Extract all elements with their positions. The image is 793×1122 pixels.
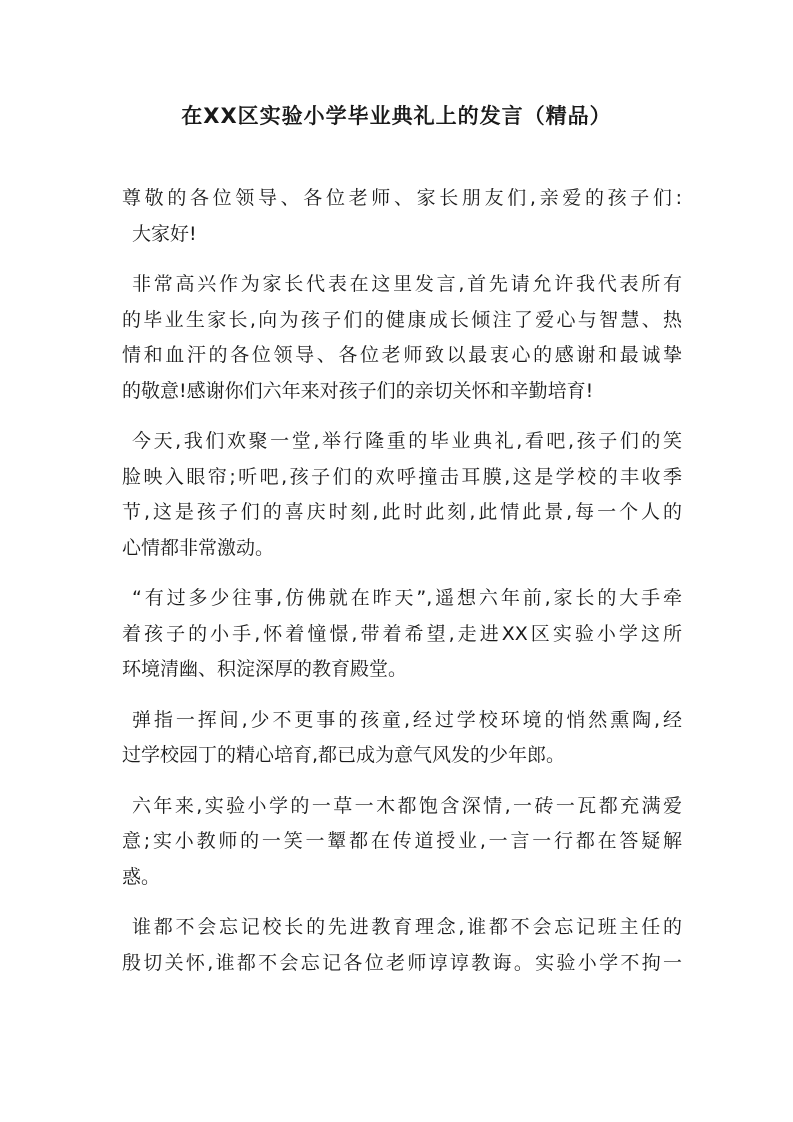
text-line: 着孩子的小手,怀着憧憬,带着希望,走进XX区实验小学这所: [122, 622, 682, 645]
text-line: 过学校园丁的精心培育,都已成为意气风发的少年郎。: [122, 744, 566, 766]
document-body: [122, 181, 682, 996]
text-line: 惑。: [122, 865, 161, 888]
paragraph: [122, 910, 682, 981]
text-line: 今天,我们欢聚一堂,举行隆重的毕业典礼,看吧,孩子们的笑: [132, 430, 682, 452]
text-line: 弹指一挥间,少不更事的孩童,经过学校环境的悄然熏陶,经: [132, 708, 682, 731]
document-title: 在XX区实验小学毕业典礼上的发言（精品）: [181, 104, 612, 128]
text-line: 的敬意!感谢你们六年来对孩子们的亲切关怀和辛勤培育!: [122, 379, 594, 402]
paragraph: [122, 581, 682, 688]
text-line: “有过多少往事,仿佛就在昨天”,遥想六年前,家长的大手牵: [132, 587, 682, 609]
paragraph: [122, 703, 682, 774]
text-line: 意;实小教师的一笑一颦都在传道授业,一言一行都在答疑解: [122, 830, 682, 852]
text-line: 非常高兴作为家长代表在这里发言,首先请允许我代表所有: [132, 273, 682, 295]
text-line: 六年来,实验小学的一草一木都饱含深情,一砖一瓦都充满爱: [132, 794, 682, 817]
text-line: 心情都非常激动。: [122, 536, 275, 559]
text-line: 节,这是孩子们的喜庆时刻,此时此刻,此情此景,每一个人的: [122, 501, 682, 523]
paragraph: [122, 181, 682, 252]
paragraph: [122, 424, 682, 566]
text-line: 脸映入眼帘;听吧,孩子们的欢呼撞击耳膜,这是学校的丰收季: [122, 465, 682, 488]
paragraph: [122, 267, 682, 409]
paragraph: [122, 789, 682, 896]
text-line: 情和血汗的各位领导、各位老师致以最衷心的感谢和最诚挚: [122, 344, 682, 366]
text-line: 尊敬的各位领导、各位老师、家长朋友们,亲爱的孩子们:: [122, 187, 682, 209]
text-line: 的毕业生家长,向为孩子们的健康成长倾注了爱心与智慧、热: [122, 308, 682, 331]
text-line: 大家好!: [132, 222, 197, 245]
text-line: 谁都不会忘记校长的先进教育理念,谁都不会忘记班主任的: [132, 916, 682, 938]
text-line: 殷切关怀,谁都不会忘记各位老师谆谆教诲。实验小学不拘一: [122, 951, 682, 974]
text-line: 环境清幽、积淀深厚的教育殿堂。: [122, 658, 408, 680]
